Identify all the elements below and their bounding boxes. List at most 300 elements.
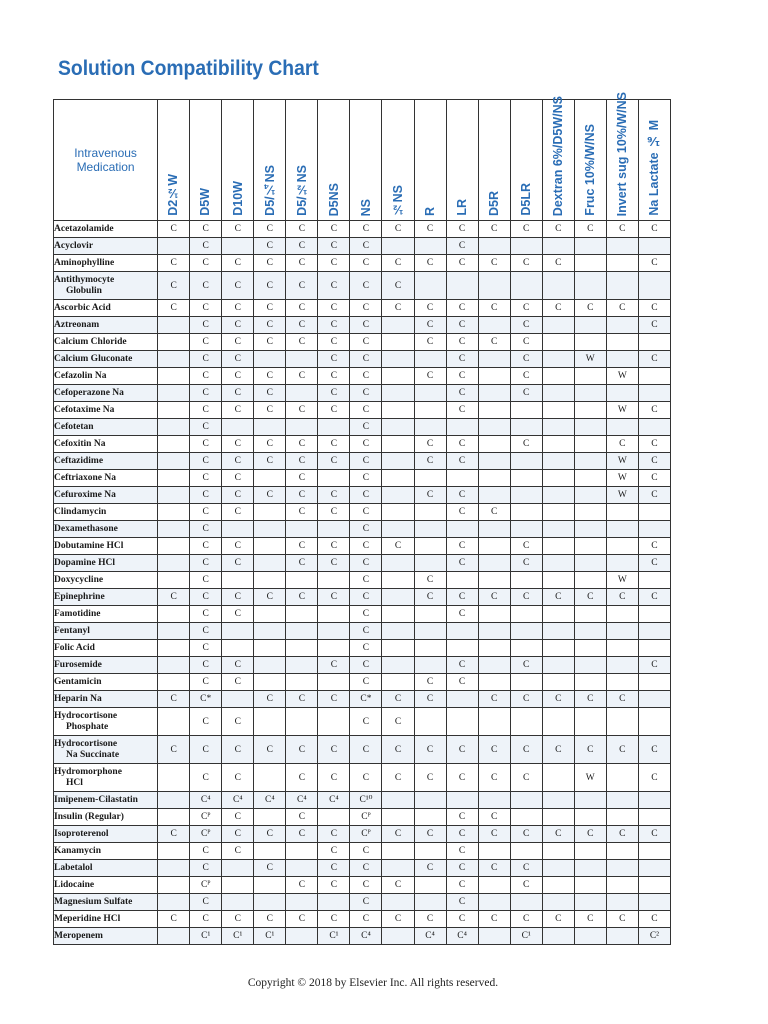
medication-name-line: Calcium Chloride xyxy=(54,336,127,347)
compatibility-cell xyxy=(286,657,318,674)
compatibility-cell xyxy=(542,238,574,255)
compatibility-cell xyxy=(382,894,414,911)
compatibility-cell xyxy=(158,657,190,674)
medication-name xyxy=(54,708,158,736)
compatibility-cell xyxy=(158,640,190,657)
compatibility-cell xyxy=(254,708,286,736)
medication-name-line: Clindamycin xyxy=(54,506,107,517)
column-header-label: NS xyxy=(358,198,373,216)
compatibility-cell: C xyxy=(254,487,286,504)
compatibility-cell: C xyxy=(350,657,382,674)
compatibility-cell: C xyxy=(638,538,670,555)
compatibility-cell: C xyxy=(286,487,318,504)
compatibility-cell: C xyxy=(414,334,446,351)
compatibility-cell xyxy=(542,334,574,351)
compatibility-cell: C xyxy=(350,589,382,606)
compatibility-cell xyxy=(606,708,638,736)
compatibility-cell xyxy=(286,708,318,736)
compatibility-cell: C xyxy=(286,470,318,487)
compatibility-cell xyxy=(574,272,606,300)
compatibility-cell xyxy=(574,470,606,487)
medication-name-line: Acyclovir xyxy=(54,240,94,251)
table-row xyxy=(54,385,671,402)
compatibility-cell: C xyxy=(318,538,350,555)
compatibility-cell: C xyxy=(222,809,254,826)
compatibility-cell xyxy=(542,843,574,860)
compatibility-cell: C xyxy=(638,657,670,674)
compatibility-cell: C xyxy=(350,351,382,368)
medication-name xyxy=(54,368,158,385)
compatibility-cell xyxy=(574,623,606,640)
compatibility-cell xyxy=(606,640,638,657)
compatibility-cell: C xyxy=(606,736,638,764)
compatibility-cell xyxy=(414,470,446,487)
compatibility-cell: C xyxy=(638,255,670,272)
medication-name-line: Na Succinate xyxy=(66,749,120,760)
compatibility-cell xyxy=(510,792,542,809)
compatibility-cell xyxy=(158,487,190,504)
compatibility-cell xyxy=(542,640,574,657)
compatibility-cell xyxy=(446,419,478,436)
compatibility-cell: C xyxy=(254,402,286,419)
compatibility-cell xyxy=(254,521,286,538)
compatibility-cell: C xyxy=(350,572,382,589)
compatibility-cell xyxy=(254,623,286,640)
compatibility-cell: C xyxy=(510,911,542,928)
column-header-label: Dextran 6%/D5W/NS xyxy=(550,95,565,216)
compatibility-cell: C xyxy=(190,255,222,272)
compatibility-cell xyxy=(286,623,318,640)
compatibility-cell xyxy=(542,764,574,792)
compatibility-cell: C xyxy=(222,385,254,402)
compatibility-cell: C xyxy=(414,589,446,606)
compatibility-cell xyxy=(222,877,254,894)
medication-name-line: Dobutamine HCl xyxy=(54,540,124,551)
compatibility-cell: C xyxy=(190,623,222,640)
compatibility-cell xyxy=(574,572,606,589)
medication-name-line: Epinephrine xyxy=(54,591,105,602)
compatibility-cell: C xyxy=(414,221,446,238)
compatibility-cell: C xyxy=(574,826,606,843)
compatibility-cell: C xyxy=(222,657,254,674)
compatibility-cell: C xyxy=(190,860,222,877)
compatibility-cell: C xyxy=(190,657,222,674)
compatibility-cell xyxy=(510,623,542,640)
compatibility-cell xyxy=(382,792,414,809)
compatibility-cell xyxy=(158,860,190,877)
compatibility-cell xyxy=(574,657,606,674)
compatibility-cell: C xyxy=(606,221,638,238)
compatibility-cell xyxy=(574,255,606,272)
compatibility-cell xyxy=(574,402,606,419)
compatibility-cell xyxy=(606,764,638,792)
compatibility-cell: C xyxy=(318,385,350,402)
compatibility-cell xyxy=(318,708,350,736)
compatibility-cell: C xyxy=(254,221,286,238)
compatibility-cell: C xyxy=(478,809,510,826)
compatibility-cell xyxy=(542,368,574,385)
compatibility-cell: C xyxy=(510,385,542,402)
compatibility-cell: C⁴ xyxy=(286,792,318,809)
compatibility-cell xyxy=(510,272,542,300)
table-row xyxy=(54,221,671,238)
compatibility-cell: C xyxy=(222,300,254,317)
compatibility-cell xyxy=(478,402,510,419)
compatibility-cell: C* xyxy=(190,691,222,708)
medication-name-line: Fentanyl xyxy=(54,625,90,636)
compatibility-cell xyxy=(254,657,286,674)
compatibility-cell: C xyxy=(286,877,318,894)
compatibility-cell: C xyxy=(222,504,254,521)
compatibility-cell xyxy=(478,708,510,736)
compatibility-cell: C xyxy=(542,826,574,843)
medication-name-line: Cefotetan xyxy=(54,421,94,432)
compatibility-cell: C xyxy=(222,351,254,368)
compatibility-cell: C xyxy=(446,606,478,623)
compatibility-cell xyxy=(446,640,478,657)
compatibility-cell xyxy=(606,843,638,860)
table-row xyxy=(54,402,671,419)
compatibility-cell: C xyxy=(350,436,382,453)
compatibility-cell xyxy=(510,402,542,419)
compatibility-cell: C xyxy=(638,826,670,843)
compatibility-cell: C xyxy=(254,589,286,606)
compatibility-cell xyxy=(638,691,670,708)
compatibility-cell: C xyxy=(542,736,574,764)
compatibility-cell: C xyxy=(190,764,222,792)
medication-name-line: Labetalol xyxy=(54,862,93,873)
compatibility-cell xyxy=(638,606,670,623)
compatibility-cell xyxy=(414,238,446,255)
compatibility-cell: C xyxy=(414,860,446,877)
compatibility-cell: Cᴾ xyxy=(350,826,382,843)
compatibility-cell: C xyxy=(222,221,254,238)
compatibility-cell xyxy=(542,453,574,470)
column-header-label: ½NS xyxy=(390,184,405,216)
compatibility-cell xyxy=(606,419,638,436)
compatibility-cell xyxy=(382,555,414,572)
compatibility-cell: C xyxy=(222,843,254,860)
compatibility-cell: C xyxy=(222,334,254,351)
compatibility-cell xyxy=(382,504,414,521)
compatibility-cell: C xyxy=(446,674,478,691)
table-row xyxy=(54,334,671,351)
compatibility-cell: C xyxy=(574,300,606,317)
compatibility-cell xyxy=(638,572,670,589)
compatibility-cell: C xyxy=(446,487,478,504)
compatibility-cell xyxy=(638,385,670,402)
column-header-11 xyxy=(510,100,542,221)
compatibility-cell xyxy=(574,538,606,555)
compatibility-cell xyxy=(542,385,574,402)
compatibility-cell: C xyxy=(286,272,318,300)
medication-name-line: Ascorbic Acid xyxy=(54,302,111,313)
compatibility-cell xyxy=(158,843,190,860)
medication-name xyxy=(54,221,158,238)
compatibility-cell: W xyxy=(606,470,638,487)
compatibility-cell: C xyxy=(638,402,670,419)
compatibility-cell: C xyxy=(382,826,414,843)
compatibility-cell: C xyxy=(510,555,542,572)
compatibility-cell xyxy=(158,385,190,402)
compatibility-cell xyxy=(638,792,670,809)
compatibility-cell xyxy=(606,860,638,877)
compatibility-cell: C xyxy=(158,255,190,272)
copyright-notice: Copyright © 2018 by Elsevier Inc. All rights reserved. xyxy=(247,977,499,989)
compatibility-cell: C xyxy=(350,877,382,894)
compatibility-cell: C xyxy=(638,453,670,470)
compatibility-cell xyxy=(574,334,606,351)
compatibility-cell: C xyxy=(510,860,542,877)
table-row xyxy=(54,238,671,255)
compatibility-cell: C xyxy=(414,736,446,764)
medication-name xyxy=(54,351,158,368)
compatibility-cell: C xyxy=(190,453,222,470)
compatibility-table xyxy=(53,91,671,945)
compatibility-cell xyxy=(158,894,190,911)
compatibility-cell xyxy=(542,521,574,538)
medication-name xyxy=(54,736,158,764)
compatibility-cell xyxy=(542,487,574,504)
compatibility-cell xyxy=(478,843,510,860)
compatibility-cell xyxy=(542,708,574,736)
compatibility-cell xyxy=(382,402,414,419)
compatibility-cell: W xyxy=(606,368,638,385)
table-row xyxy=(54,255,671,272)
compatibility-cell xyxy=(222,860,254,877)
compatibility-cell xyxy=(158,708,190,736)
compatibility-cell xyxy=(382,809,414,826)
compatibility-cell xyxy=(286,351,318,368)
medication-column-header xyxy=(54,100,158,221)
compatibility-cell xyxy=(414,657,446,674)
medication-name xyxy=(54,555,158,572)
medication-name xyxy=(54,470,158,487)
compatibility-cell: C xyxy=(190,238,222,255)
compatibility-cell: C xyxy=(446,351,478,368)
compatibility-cell: C xyxy=(286,334,318,351)
medication-name-line: Hydromorphone xyxy=(54,767,122,777)
compatibility-cell: C xyxy=(638,221,670,238)
compatibility-cell: C xyxy=(190,911,222,928)
compatibility-cell: C xyxy=(478,764,510,792)
compatibility-cell: C xyxy=(350,317,382,334)
compatibility-cell: C¹ xyxy=(254,928,286,945)
compatibility-cell xyxy=(414,877,446,894)
compatibility-cell: C xyxy=(542,255,574,272)
compatibility-cell: C xyxy=(318,504,350,521)
medication-name-line: HCl xyxy=(66,777,83,788)
compatibility-cell: C xyxy=(254,255,286,272)
compatibility-cell xyxy=(222,640,254,657)
compatibility-cell: C xyxy=(222,606,254,623)
compatibility-cell: W xyxy=(574,764,606,792)
compatibility-cell: C xyxy=(158,300,190,317)
compatibility-cell: C xyxy=(446,736,478,764)
compatibility-cell xyxy=(414,809,446,826)
compatibility-cell xyxy=(606,555,638,572)
compatibility-cell xyxy=(542,504,574,521)
compatibility-cell: C xyxy=(510,538,542,555)
compatibility-cell: C xyxy=(446,764,478,792)
compatibility-cell xyxy=(638,877,670,894)
compatibility-cell xyxy=(286,640,318,657)
compatibility-cell xyxy=(158,470,190,487)
compatibility-cell: C xyxy=(478,504,510,521)
compatibility-cell: C xyxy=(318,764,350,792)
compatibility-cell: C xyxy=(190,521,222,538)
compatibility-cell: C xyxy=(350,470,382,487)
compatibility-cell: C xyxy=(446,877,478,894)
compatibility-cell: C xyxy=(350,272,382,300)
compatibility-cell: C xyxy=(350,708,382,736)
compatibility-cell: Cᴾ xyxy=(190,826,222,843)
column-header-15 xyxy=(638,100,670,221)
compatibility-cell xyxy=(478,272,510,300)
compatibility-cell xyxy=(414,843,446,860)
compatibility-cell xyxy=(510,843,542,860)
compatibility-cell xyxy=(478,894,510,911)
compatibility-cell: C xyxy=(350,368,382,385)
compatibility-cell xyxy=(158,419,190,436)
compatibility-cell: C xyxy=(222,487,254,504)
compatibility-cell: C xyxy=(190,221,222,238)
compatibility-cell xyxy=(222,238,254,255)
compatibility-cell: C xyxy=(478,691,510,708)
compatibility-cell: C xyxy=(286,911,318,928)
compatibility-cell: C xyxy=(190,606,222,623)
compatibility-cell: C xyxy=(382,708,414,736)
compatibility-cell: C xyxy=(638,589,670,606)
compatibility-cell: C² xyxy=(638,928,670,945)
medication-name xyxy=(54,792,158,809)
compatibility-cell: C¹ xyxy=(510,928,542,945)
medication-name xyxy=(54,657,158,674)
compatibility-cell: C xyxy=(318,691,350,708)
compatibility-cell xyxy=(606,504,638,521)
compatibility-cell: C xyxy=(222,453,254,470)
compatibility-cell: C xyxy=(222,911,254,928)
compatibility-cell: W xyxy=(606,402,638,419)
medication-name-line: Lidocaine xyxy=(54,879,95,890)
compatibility-cell xyxy=(606,317,638,334)
compatibility-cell: C xyxy=(414,674,446,691)
compatibility-cell xyxy=(510,640,542,657)
compatibility-cell: C xyxy=(222,317,254,334)
compatibility-cell: C xyxy=(286,453,318,470)
compatibility-cell: C xyxy=(318,272,350,300)
compatibility-cell xyxy=(254,764,286,792)
compatibility-cell: C xyxy=(190,351,222,368)
compatibility-cell: C xyxy=(478,334,510,351)
compatibility-cell: C xyxy=(254,272,286,300)
compatibility-cell xyxy=(222,623,254,640)
compatibility-cell: C¹ xyxy=(190,928,222,945)
compatibility-cell: C xyxy=(446,809,478,826)
compatibility-cell: C xyxy=(318,826,350,843)
compatibility-cell: C xyxy=(606,691,638,708)
medication-name-line: Phosphate xyxy=(66,721,109,732)
compatibility-cell xyxy=(254,419,286,436)
compatibility-cell: C xyxy=(638,764,670,792)
compatibility-cell xyxy=(478,317,510,334)
compatibility-cell: C xyxy=(318,221,350,238)
compatibility-cell: C xyxy=(190,843,222,860)
compatibility-cell: W xyxy=(606,487,638,504)
compatibility-cell: C xyxy=(222,555,254,572)
compatibility-cell: C xyxy=(318,555,350,572)
compatibility-cell xyxy=(638,521,670,538)
compatibility-cell: C⁴ xyxy=(414,928,446,945)
compatibility-cell xyxy=(382,470,414,487)
compatibility-cell xyxy=(606,538,638,555)
compatibility-cell xyxy=(574,860,606,877)
column-header-label: D5LR xyxy=(518,183,533,216)
compatibility-cell: C xyxy=(382,764,414,792)
compatibility-cell: C xyxy=(542,691,574,708)
compatibility-cell xyxy=(286,572,318,589)
medication-name xyxy=(54,521,158,538)
compatibility-cell xyxy=(638,238,670,255)
compatibility-cell: C xyxy=(478,860,510,877)
compatibility-cell xyxy=(414,385,446,402)
compatibility-cell: C xyxy=(286,826,318,843)
compatibility-cell xyxy=(606,351,638,368)
compatibility-cell: C xyxy=(286,538,318,555)
compatibility-cell: C xyxy=(414,911,446,928)
compatibility-cell xyxy=(414,623,446,640)
compatibility-cell xyxy=(510,708,542,736)
compatibility-cell: C xyxy=(222,470,254,487)
compatibility-cell: C xyxy=(350,538,382,555)
medication-name-line: Ceftazidime xyxy=(54,455,104,466)
compatibility-cell xyxy=(542,809,574,826)
compatibility-cell: C xyxy=(190,589,222,606)
compatibility-cell xyxy=(606,809,638,826)
compatibility-cell xyxy=(574,436,606,453)
compatibility-cell xyxy=(574,606,606,623)
compatibility-cell: C xyxy=(574,911,606,928)
medication-name xyxy=(54,809,158,826)
compatibility-cell xyxy=(158,928,190,945)
compatibility-cell: C xyxy=(350,521,382,538)
compatibility-cell xyxy=(638,368,670,385)
compatibility-cell xyxy=(478,368,510,385)
compatibility-cell xyxy=(222,691,254,708)
compatibility-cell: C xyxy=(158,736,190,764)
compatibility-cell xyxy=(446,521,478,538)
compatibility-cell xyxy=(606,521,638,538)
compatibility-cell: C xyxy=(446,589,478,606)
compatibility-cell: C xyxy=(478,255,510,272)
column-header-label: D5/½NS xyxy=(294,165,309,216)
compatibility-cell xyxy=(414,504,446,521)
compatibility-cell: C⁴ xyxy=(318,792,350,809)
compatibility-cell xyxy=(382,368,414,385)
compatibility-cell: W xyxy=(606,572,638,589)
compatibility-cell: C xyxy=(158,589,190,606)
compatibility-cell: C xyxy=(254,736,286,764)
table-row xyxy=(54,657,671,674)
compatibility-cell: C xyxy=(318,657,350,674)
compatibility-cell: C xyxy=(606,436,638,453)
compatibility-cell: C xyxy=(414,255,446,272)
compatibility-cell xyxy=(414,538,446,555)
page-title: Solution Compatibility Chart xyxy=(58,57,319,80)
compatibility-cell: C xyxy=(382,911,414,928)
table-row xyxy=(54,487,671,504)
compatibility-cell xyxy=(606,385,638,402)
